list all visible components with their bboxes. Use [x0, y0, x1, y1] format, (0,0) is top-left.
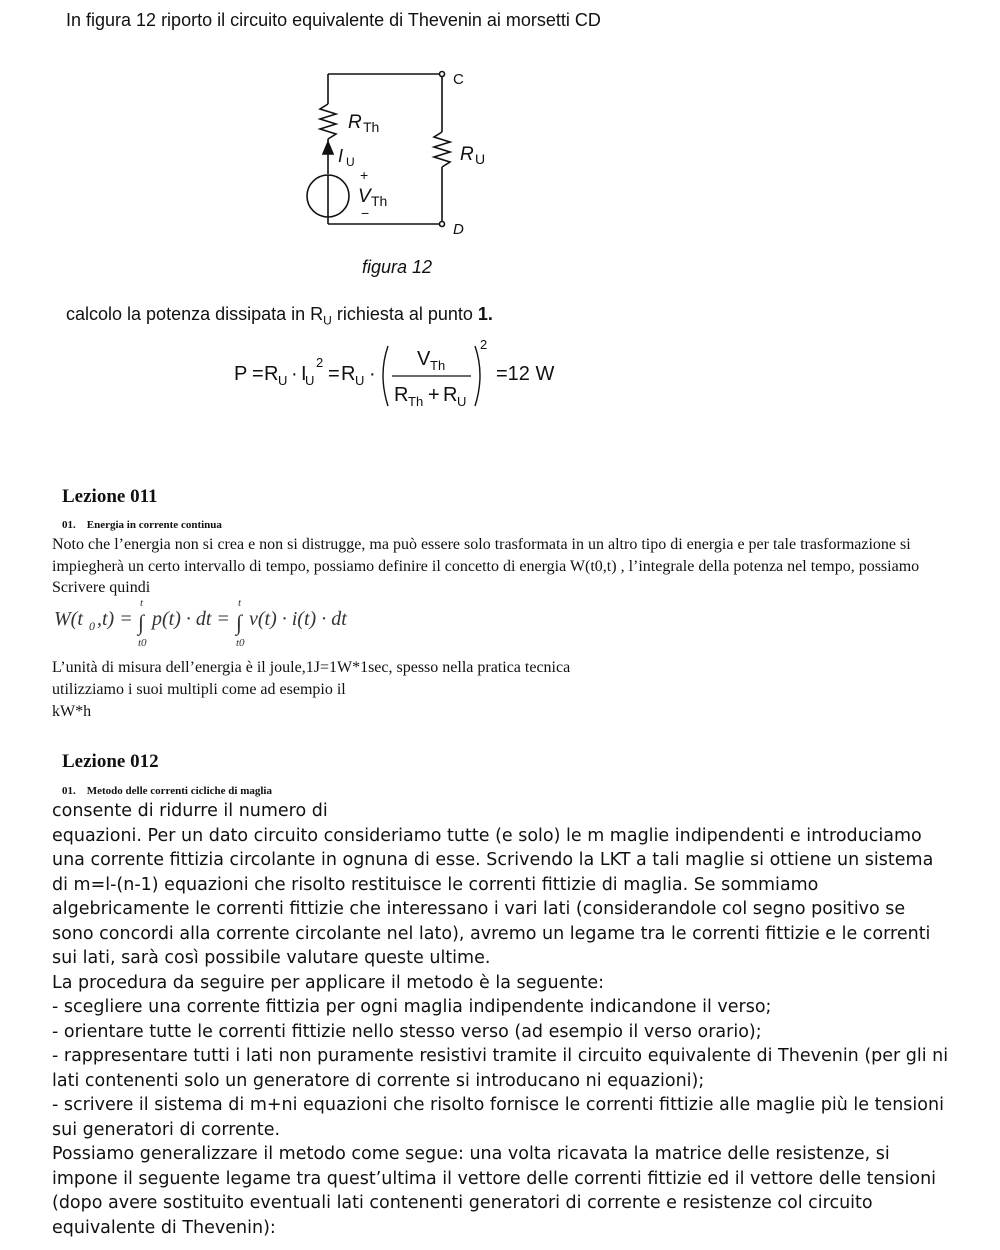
label-minus: − — [361, 205, 370, 221]
f2-lhs-end: ,t) = — [97, 608, 133, 630]
f1-paren-right — [475, 346, 480, 406]
unit-line: kW*h — [52, 703, 92, 720]
label-rth-sub: Th — [363, 119, 380, 135]
f1-sq2: 2 — [480, 338, 488, 352]
list-item: - scrivere il sistema di m+ni equazioni che risolto fornisce le correnti fittizie alle maglie più le tensioni sui generatori di corrente. — [52, 1095, 944, 1140]
paragraph: consente di ridurre il numero di — [52, 801, 328, 821]
f2-int1: ∫ — [138, 610, 145, 635]
f2-lower2: t0 — [236, 637, 245, 649]
f1-i: I — [301, 363, 307, 385]
paragraph: La procedura da seguire per applicare il metodo è la seguente: — [52, 972, 604, 993]
f1-r2: R — [341, 363, 356, 385]
label-iu-i: I — [338, 146, 344, 166]
f1-u3: U — [355, 373, 365, 388]
lezione-012-body — [52, 799, 952, 1240]
f1-r4: R — [443, 384, 458, 406]
paragraph: equazioni. Per un dato circuito consideriamo tutte (e solo) le m maglie indipendenti e introduciamo una corrente fittizia circolante in ognuna di esse. Scrivendo la LKT a tali maglie si ottiene un sistema di m=l-(n-1) equazioni che risolto restituisce le correnti fittizie di maglia. Se sommiamo algebricamente le correnti fittizie che interessano i vari lati (considerandole col segno positivo se sono concordi alla corrente circolante nel lato), avremo un legame tra le correnti fittizie e le correnti sui lati, sarà così possibile valutare queste ultime. — [52, 825, 934, 968]
calc-sentence — [66, 304, 493, 328]
f1-sq1: 2 — [316, 355, 324, 370]
f2-lhs: W(t — [54, 608, 83, 630]
label-plus: + — [360, 167, 369, 183]
calc-point: 1. — [477, 304, 493, 324]
current-arrow — [323, 142, 333, 154]
f1-p: P — [234, 363, 248, 385]
thevenin-circuit-diagram — [300, 62, 510, 242]
f1-u2: U — [305, 373, 315, 388]
unit-line: L’unità di misura dell’energia è il joule,1J=1W*1sec, spesso nella pratica tecnica — [52, 659, 571, 676]
f1-dot1: · — [291, 363, 298, 385]
label-d: D — [453, 221, 464, 238]
energy-formula — [52, 594, 372, 650]
intro-text: In figura 12 riporto il circuito equivalente di Thevenin ai morsetti CD — [66, 10, 601, 30]
f1-u1: U — [278, 373, 288, 388]
rth-resistor — [320, 104, 336, 139]
ru-resistor — [434, 132, 450, 167]
terminal-d — [440, 222, 445, 227]
label-rth-r: R — [348, 112, 362, 133]
f1-dot2: · — [369, 363, 376, 385]
label-c: C — [453, 71, 464, 88]
f2-int2: ∫ — [236, 610, 243, 635]
lezione-011-title: Lezione 011 — [62, 486, 158, 507]
f1-v: V — [417, 348, 431, 370]
label-ru-r: R — [460, 144, 474, 165]
lezione-012-title: Lezione 012 — [62, 751, 159, 772]
label-vth-sub: Th — [371, 193, 388, 209]
power-formula — [232, 338, 577, 414]
f1-result: =12 W — [496, 363, 555, 385]
list-item: - orientare tutte le correnti fittizie nello stesso verso (ad esempio il verso orario); — [52, 1021, 762, 1042]
f1-eq2: = — [328, 363, 340, 385]
f1-th2: Th — [408, 394, 424, 409]
f2-term1: p(t) · dt = — [152, 608, 230, 630]
paragraph: Possiamo generalizzare il metodo come segue: una volta ricavata la matrice delle resistenze, si impone il seguente legame tra quest’ultima il vettore delle correnti fittizie ed il vettore delle tensioni (dopo avere sostituito eventuali lati contenenti generatori di corrente e resistenze col circuito equivalente di Thevenin): — [52, 1144, 937, 1238]
list-item: - scegliere una corrente fittizia per ogni maglia indipendente indicandone il verso; — [52, 997, 772, 1017]
list-item: - rappresentare tutti i lati non puramente resistivi tramite il circuito equivalente di Thevenin (per gli ni lati contenenti solo un generatore di corrente si introducano ni equazioni); — [52, 1046, 949, 1091]
f1-paren-left — [383, 346, 388, 406]
f2-upper2: t — [238, 597, 242, 609]
label-ru-sub: U — [475, 151, 486, 167]
terminal-c — [440, 72, 445, 77]
f1-r3: R — [394, 384, 409, 406]
calc-mid: richiesta al punto — [331, 304, 478, 324]
calc-prefix: calcolo la potenza dissipata in R — [66, 304, 324, 324]
label-iu-sub: U — [346, 155, 355, 169]
f1-plus: + — [428, 384, 440, 406]
f2-lower1: t0 — [138, 637, 147, 649]
f2-term2: v(t) · i(t) · dt — [249, 608, 347, 630]
lezione-012-section: 01. Metodo delle correnti cicliche di maglia — [62, 785, 272, 797]
f1-r1: R — [264, 363, 279, 385]
f2-upper1: t — [140, 597, 144, 609]
f2-sub0: 0 — [89, 619, 95, 633]
unit-line: utilizziamo i suoi multipli come ad esempio il — [52, 681, 346, 698]
label-vth-v: V — [358, 186, 371, 207]
lezione-011-unit-text — [52, 657, 570, 723]
figure-caption: figura 12 — [362, 257, 433, 277]
calc-sub: U — [323, 313, 332, 328]
f1-eq1: = — [252, 363, 264, 385]
f1-th1: Th — [430, 358, 446, 373]
lezione-011-body: Noto che l’energia non si crea e non si distrugge, ma può essere solo trasformata in un altro tipo di energia e per tale trasformazione si impiegherà un certo intervallo di tempo, possiamo definire il concetto di energia W(t0,t) , l’integrale della potenza nel tempo, possiamo Scrivere quindi — [52, 536, 920, 596]
f1-u4: U — [457, 394, 467, 409]
lezione-011-section: 01. Energia in corrente continua — [62, 519, 222, 531]
